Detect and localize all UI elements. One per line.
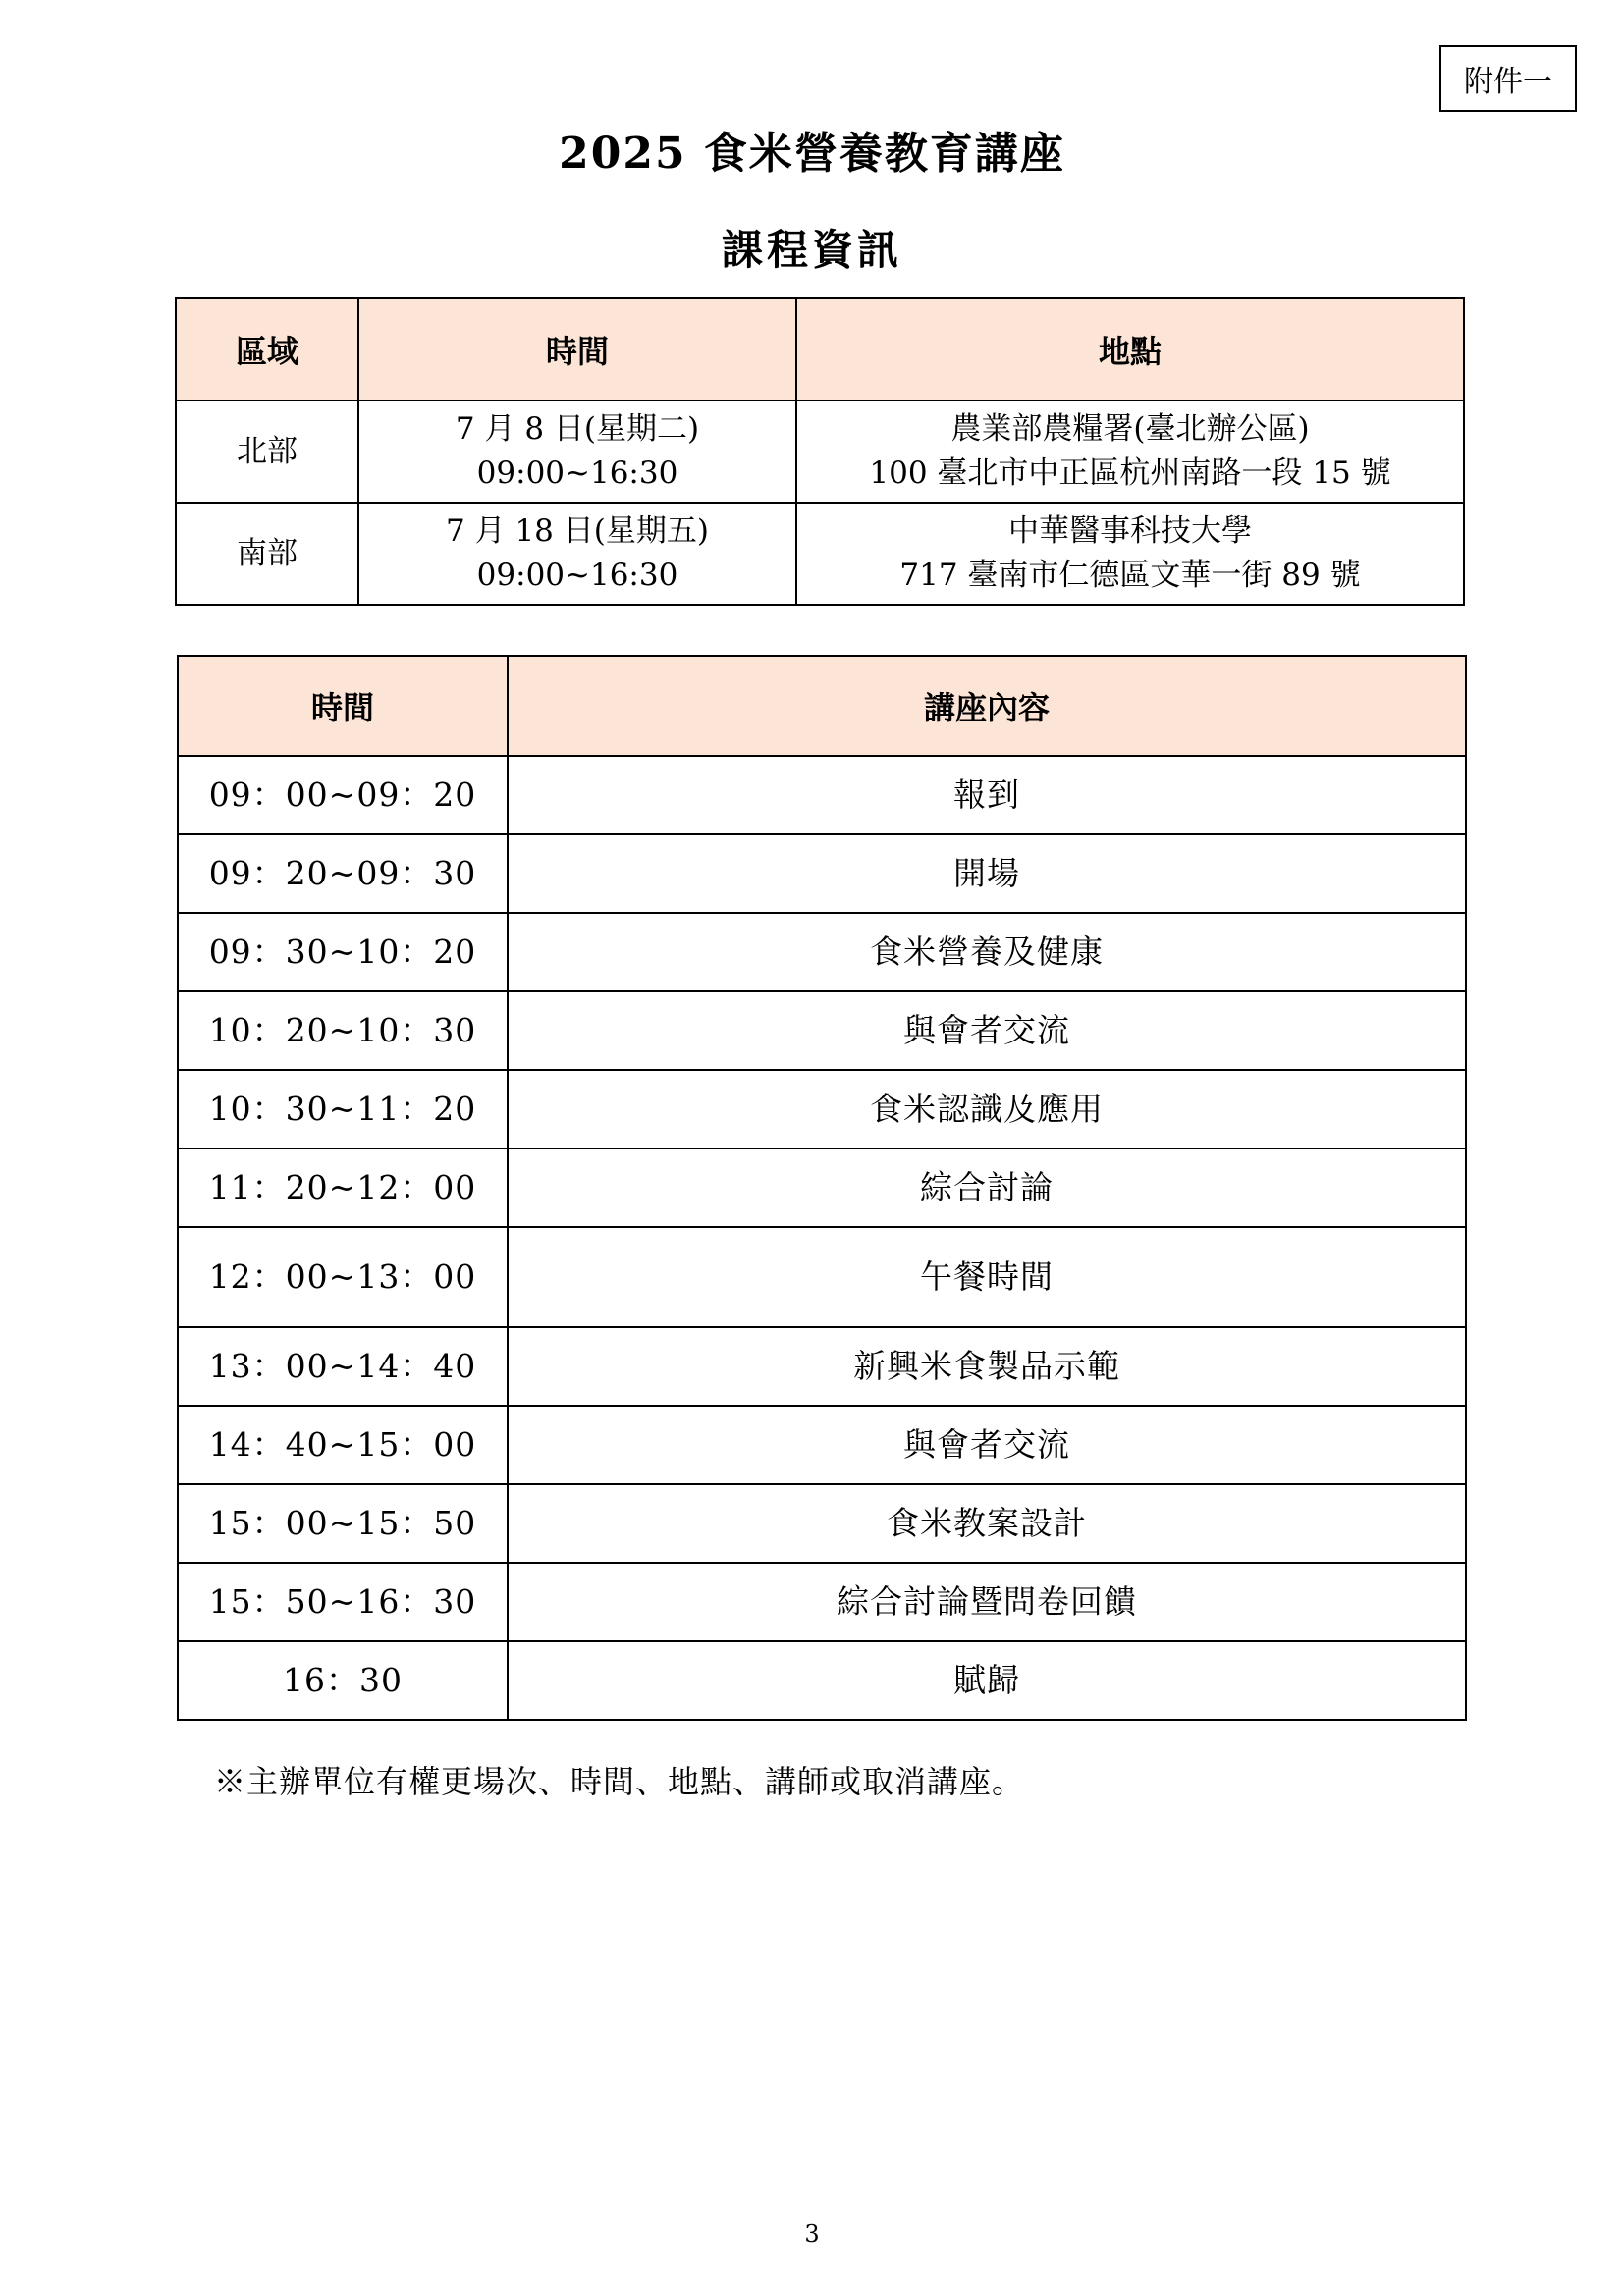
time-cell: 14：40~15：00 — [178, 1406, 508, 1484]
content-cell: 食米認識及應用 — [508, 1070, 1466, 1148]
time-cell: 15：00~15：50 — [178, 1484, 508, 1563]
page-title: 2025 食米營養教育講座 — [559, 129, 1065, 179]
time-text: 09:00~16:30 — [476, 455, 678, 491]
content-cell: 綜合討論 — [508, 1148, 1466, 1227]
attachment-label: 附件一 — [1439, 45, 1577, 112]
table-row — [178, 991, 1466, 1070]
time-cell: 15：50~16：30 — [178, 1563, 508, 1641]
table-row — [176, 503, 1464, 605]
time-cell: 10：30~11：20 — [178, 1070, 508, 1148]
content-cell: 食米教案設計 — [508, 1484, 1466, 1563]
region-cell: 南部 — [176, 503, 358, 605]
table-row — [178, 1641, 1466, 1720]
table-row — [178, 1406, 1466, 1484]
header-location: 地點 — [796, 298, 1464, 400]
content-cell: 綜合討論暨問卷回饋 — [508, 1563, 1466, 1641]
header-time: 時間 — [178, 656, 508, 756]
datetime-cell — [358, 503, 796, 605]
time-cell: 10：20~10：30 — [178, 991, 508, 1070]
time-cell: 09：20~09：30 — [178, 834, 508, 913]
disclaimer-note: ※主辦單位有權更場次、時間、地點、講師或取消講座。 — [214, 1763, 1025, 1800]
datetime-cell — [358, 400, 796, 503]
table-row — [178, 1563, 1466, 1641]
time-cell: 16：30 — [178, 1641, 508, 1720]
table-row — [178, 1148, 1466, 1227]
table-row — [176, 400, 1464, 503]
time-cell: 09：30~10：20 — [178, 913, 508, 991]
content-cell: 報到 — [508, 756, 1466, 834]
header-time: 時間 — [358, 298, 796, 400]
table-row — [178, 756, 1466, 834]
schedule-table — [177, 655, 1467, 1721]
time-cell: 13：00~14：40 — [178, 1327, 508, 1406]
section-subtitle: 課程資訊 — [721, 226, 902, 274]
content-cell: 午餐時間 — [508, 1227, 1466, 1327]
time-cell: 09：00~09：20 — [178, 756, 508, 834]
location-cell — [796, 400, 1464, 503]
course-info-table — [175, 297, 1465, 606]
content-cell: 賦歸 — [508, 1641, 1466, 1720]
table-row — [178, 1070, 1466, 1148]
time-cell: 11：20~12：00 — [178, 1148, 508, 1227]
venue-text: 中華醫事科技大學 — [1008, 513, 1252, 550]
table-row — [178, 1227, 1466, 1327]
table-row — [178, 834, 1466, 913]
header-content: 講座內容 — [508, 656, 1466, 756]
date-text: 7 月 18 日(星期五) — [446, 513, 709, 550]
header-region: 區域 — [176, 298, 358, 400]
table-row — [178, 1484, 1466, 1563]
table-row — [178, 1327, 1466, 1406]
content-cell: 開場 — [508, 834, 1466, 913]
page-number: 3 — [804, 2220, 820, 2248]
schedule-header-row — [178, 656, 1466, 756]
content-cell: 與會者交流 — [508, 991, 1466, 1070]
course-info-header-row — [176, 298, 1464, 400]
address-text: 100 臺北市中正區杭州南路一段 15 號 — [869, 455, 1391, 491]
location-cell — [796, 503, 1464, 605]
address-text: 717 臺南市仁德區文華一街 89 號 — [899, 558, 1361, 593]
venue-text: 農業部農糧署(臺北辦公區) — [950, 411, 1310, 448]
content-cell: 與會者交流 — [508, 1406, 1466, 1484]
content-cell: 新興米食製品示範 — [508, 1327, 1466, 1406]
date-text: 7 月 8 日(星期二) — [455, 411, 700, 448]
region-cell: 北部 — [176, 400, 358, 503]
time-text: 09:00~16:30 — [476, 558, 678, 593]
content-cell: 食米營養及健康 — [508, 913, 1466, 991]
time-cell: 12：00~13：00 — [178, 1227, 508, 1327]
table-row — [178, 913, 1466, 991]
